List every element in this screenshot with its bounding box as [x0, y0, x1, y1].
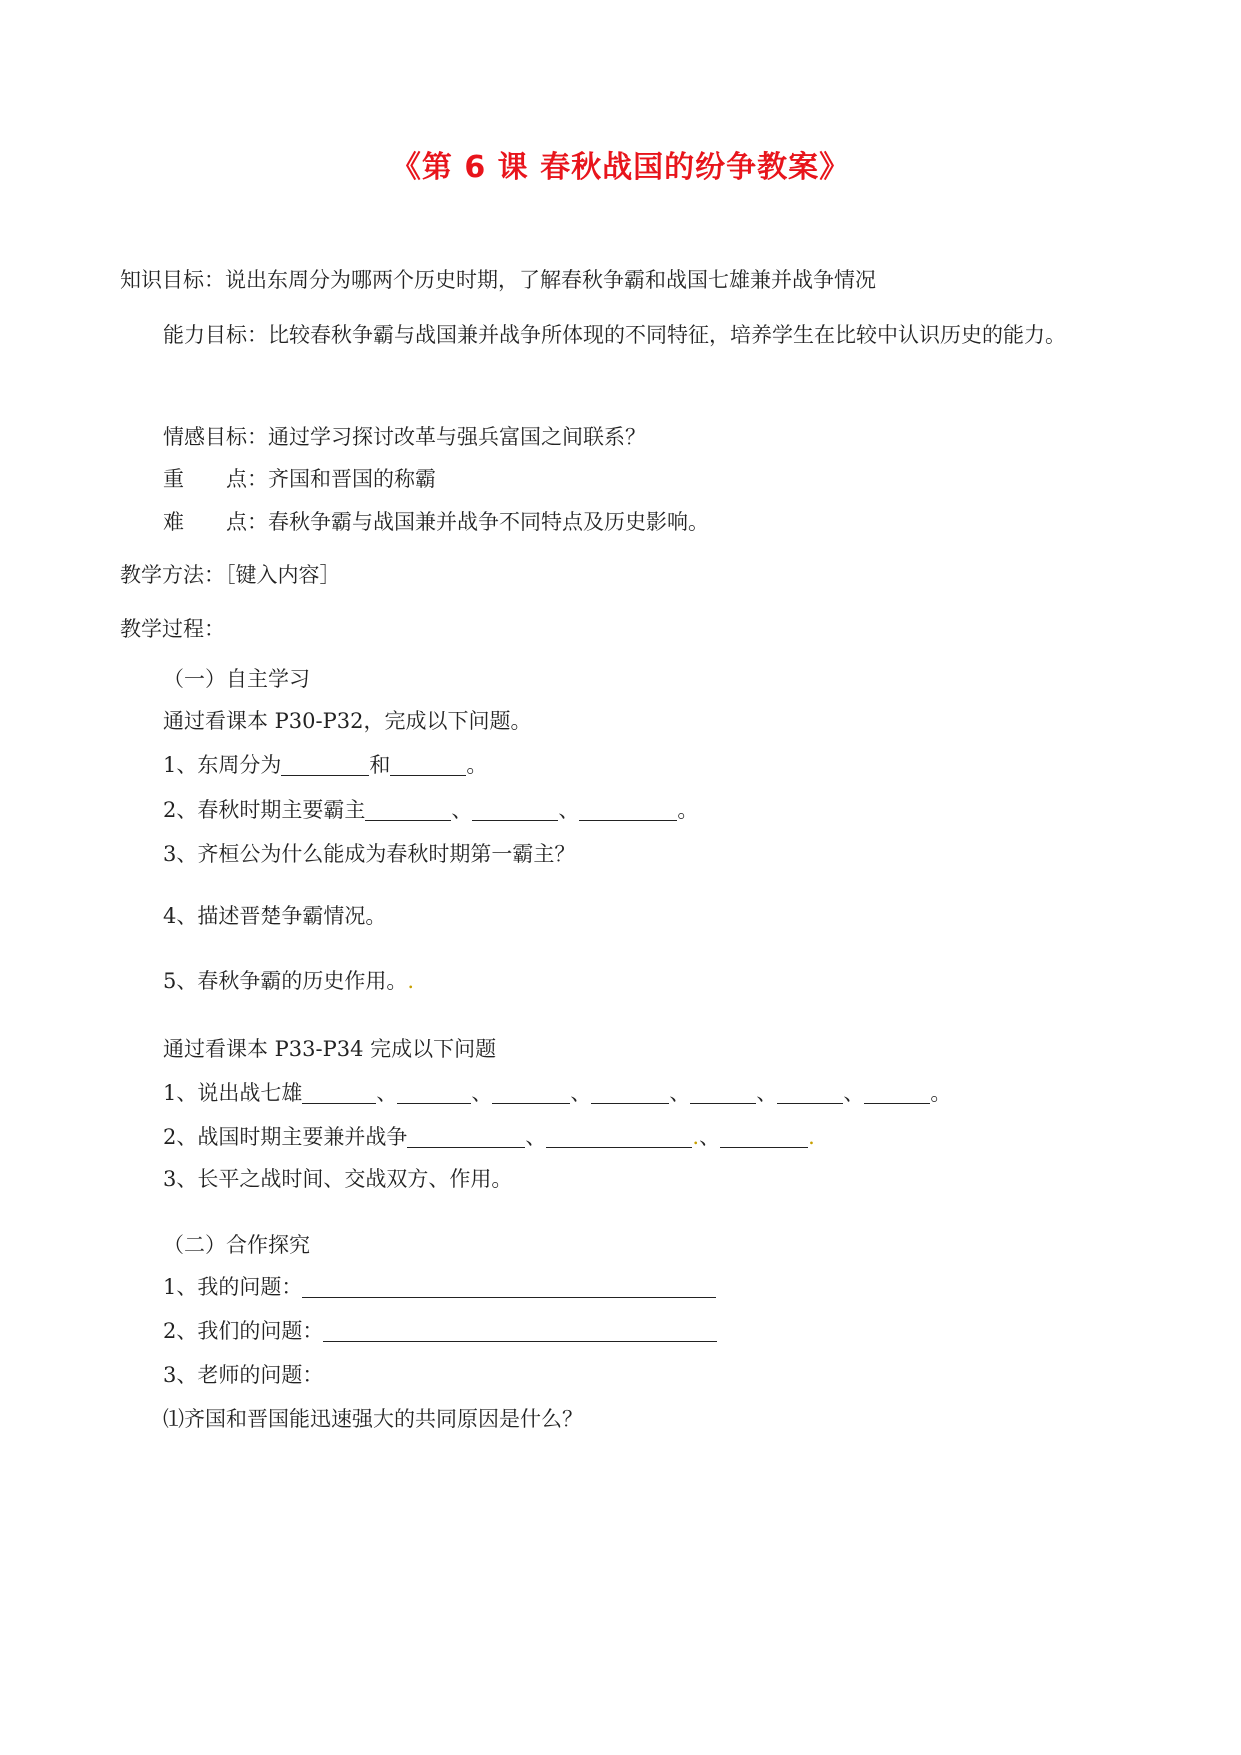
my-question-label: 1、我的问题：: [163, 1275, 303, 1299]
r1-sep-5: 、: [756, 1081, 778, 1105]
question-r3: 3、长平之战时间、交战双方、作用。: [163, 1167, 513, 1191]
key-point-text: 齐国和晋国的称霸: [268, 467, 436, 491]
difficulty-text: 春秋争霸与战国兼并战争不同特点及历史影响。: [268, 510, 709, 534]
our-question-blank[interactable]: [323, 1319, 717, 1342]
r2-blank-2[interactable]: [546, 1125, 692, 1148]
r1-blank-2[interactable]: [397, 1081, 471, 1104]
q2-end: 。: [677, 798, 699, 822]
r1-sep-6: 、: [843, 1081, 865, 1105]
difficulty-label-a: 难: [163, 510, 184, 534]
section1-intro: 通过看课本 P30-P32，完成以下问题。: [163, 709, 532, 733]
q2-prefix: 2、春秋时期主要霸主: [163, 798, 366, 822]
r2-blank-1[interactable]: [407, 1125, 525, 1148]
question-r1: [163, 1078, 951, 1108]
r1-blank-3[interactable]: [492, 1081, 570, 1104]
q2-blank-2[interactable]: [472, 798, 558, 821]
key-point: [163, 464, 436, 494]
r2-mark-1: .: [692, 1125, 700, 1149]
q1-blank-1[interactable]: [281, 753, 369, 776]
teaching-method: 教学方法：［键入内容］: [120, 563, 341, 587]
r2-sep-1: 、: [525, 1125, 547, 1149]
question-3: 3、齐桓公为什么能成为春秋时期第一霸主？: [163, 842, 576, 866]
r1-blank-1[interactable]: [302, 1081, 376, 1104]
r1-sep-2: 、: [471, 1081, 493, 1105]
our-question: [163, 1316, 717, 1346]
question-5: [163, 966, 414, 996]
r1-sep-3: 、: [570, 1081, 592, 1105]
q5-text: 5、春秋争霸的历史作用。: [163, 969, 408, 993]
section1-intro-2: 通过看课本 P33-P34 完成以下问题: [163, 1037, 497, 1061]
r2-blank-3[interactable]: [720, 1125, 808, 1148]
r2-mark-2: .: [808, 1125, 815, 1149]
my-question: [163, 1272, 716, 1302]
q1-end: 。: [466, 753, 488, 777]
difficulty-label-b: 点：: [226, 510, 268, 534]
q2-sep-1: 、: [451, 798, 473, 822]
section2-heading: （二）合作探究: [163, 1233, 310, 1257]
key-point-label-a: 重: [163, 467, 184, 491]
q2-sep-2: 、: [558, 798, 580, 822]
question-r2: [163, 1122, 815, 1152]
teaching-process: 教学过程：: [120, 617, 225, 641]
question-2: [163, 795, 698, 825]
difficulty-point: [163, 507, 709, 537]
q1-mid: 和: [369, 753, 391, 777]
q2-blank-1[interactable]: [365, 798, 451, 821]
r1-blank-7[interactable]: [864, 1081, 930, 1104]
ability-objective: 能力目标：比较春秋争霸与战国兼并战争所体现的不同特征，培养学生在比较中认识历史的能力。: [163, 323, 1066, 347]
r1-blank-6[interactable]: [777, 1081, 843, 1104]
my-question-blank[interactable]: [302, 1275, 716, 1298]
page-title: 《第 6 课 春秋战国的纷争教案》: [390, 150, 851, 185]
question-4: 4、描述晋楚争霸情况。: [163, 904, 387, 928]
r1-end: 。: [930, 1081, 952, 1105]
r2-sep-2: 、: [699, 1125, 721, 1149]
r1-sep-1: 、: [376, 1081, 398, 1105]
knowledge-objective: 知识目标：说出东周分为哪两个历史时期，了解春秋争霸和战国七雄兼并战争情况: [120, 268, 876, 292]
r2-prefix: 2、战国时期主要兼并战争: [163, 1125, 408, 1149]
r1-blank-5[interactable]: [690, 1081, 756, 1104]
r1-sep-4: 、: [669, 1081, 691, 1105]
r1-blank-4[interactable]: [591, 1081, 669, 1104]
key-point-label-b: 点：: [226, 467, 268, 491]
our-question-label: 2、我们的问题：: [163, 1319, 324, 1343]
q5-mark: .: [407, 969, 415, 993]
q1-blank-2[interactable]: [390, 753, 466, 776]
r1-prefix: 1、说出战七雄: [163, 1081, 303, 1105]
teacher-question: 3、老师的问题：: [163, 1363, 324, 1387]
question-1: [163, 750, 487, 780]
q1-prefix: 1、东周分为: [163, 753, 282, 777]
teacher-question-1: ⑴齐国和晋国能迅速强大的共同原因是什么？: [163, 1407, 583, 1431]
q2-blank-3[interactable]: [579, 798, 677, 821]
emotion-objective: 情感目标：通过学习探讨改革与强兵富国之间联系？: [163, 425, 646, 449]
section1-heading: （一）自主学习: [163, 667, 310, 691]
